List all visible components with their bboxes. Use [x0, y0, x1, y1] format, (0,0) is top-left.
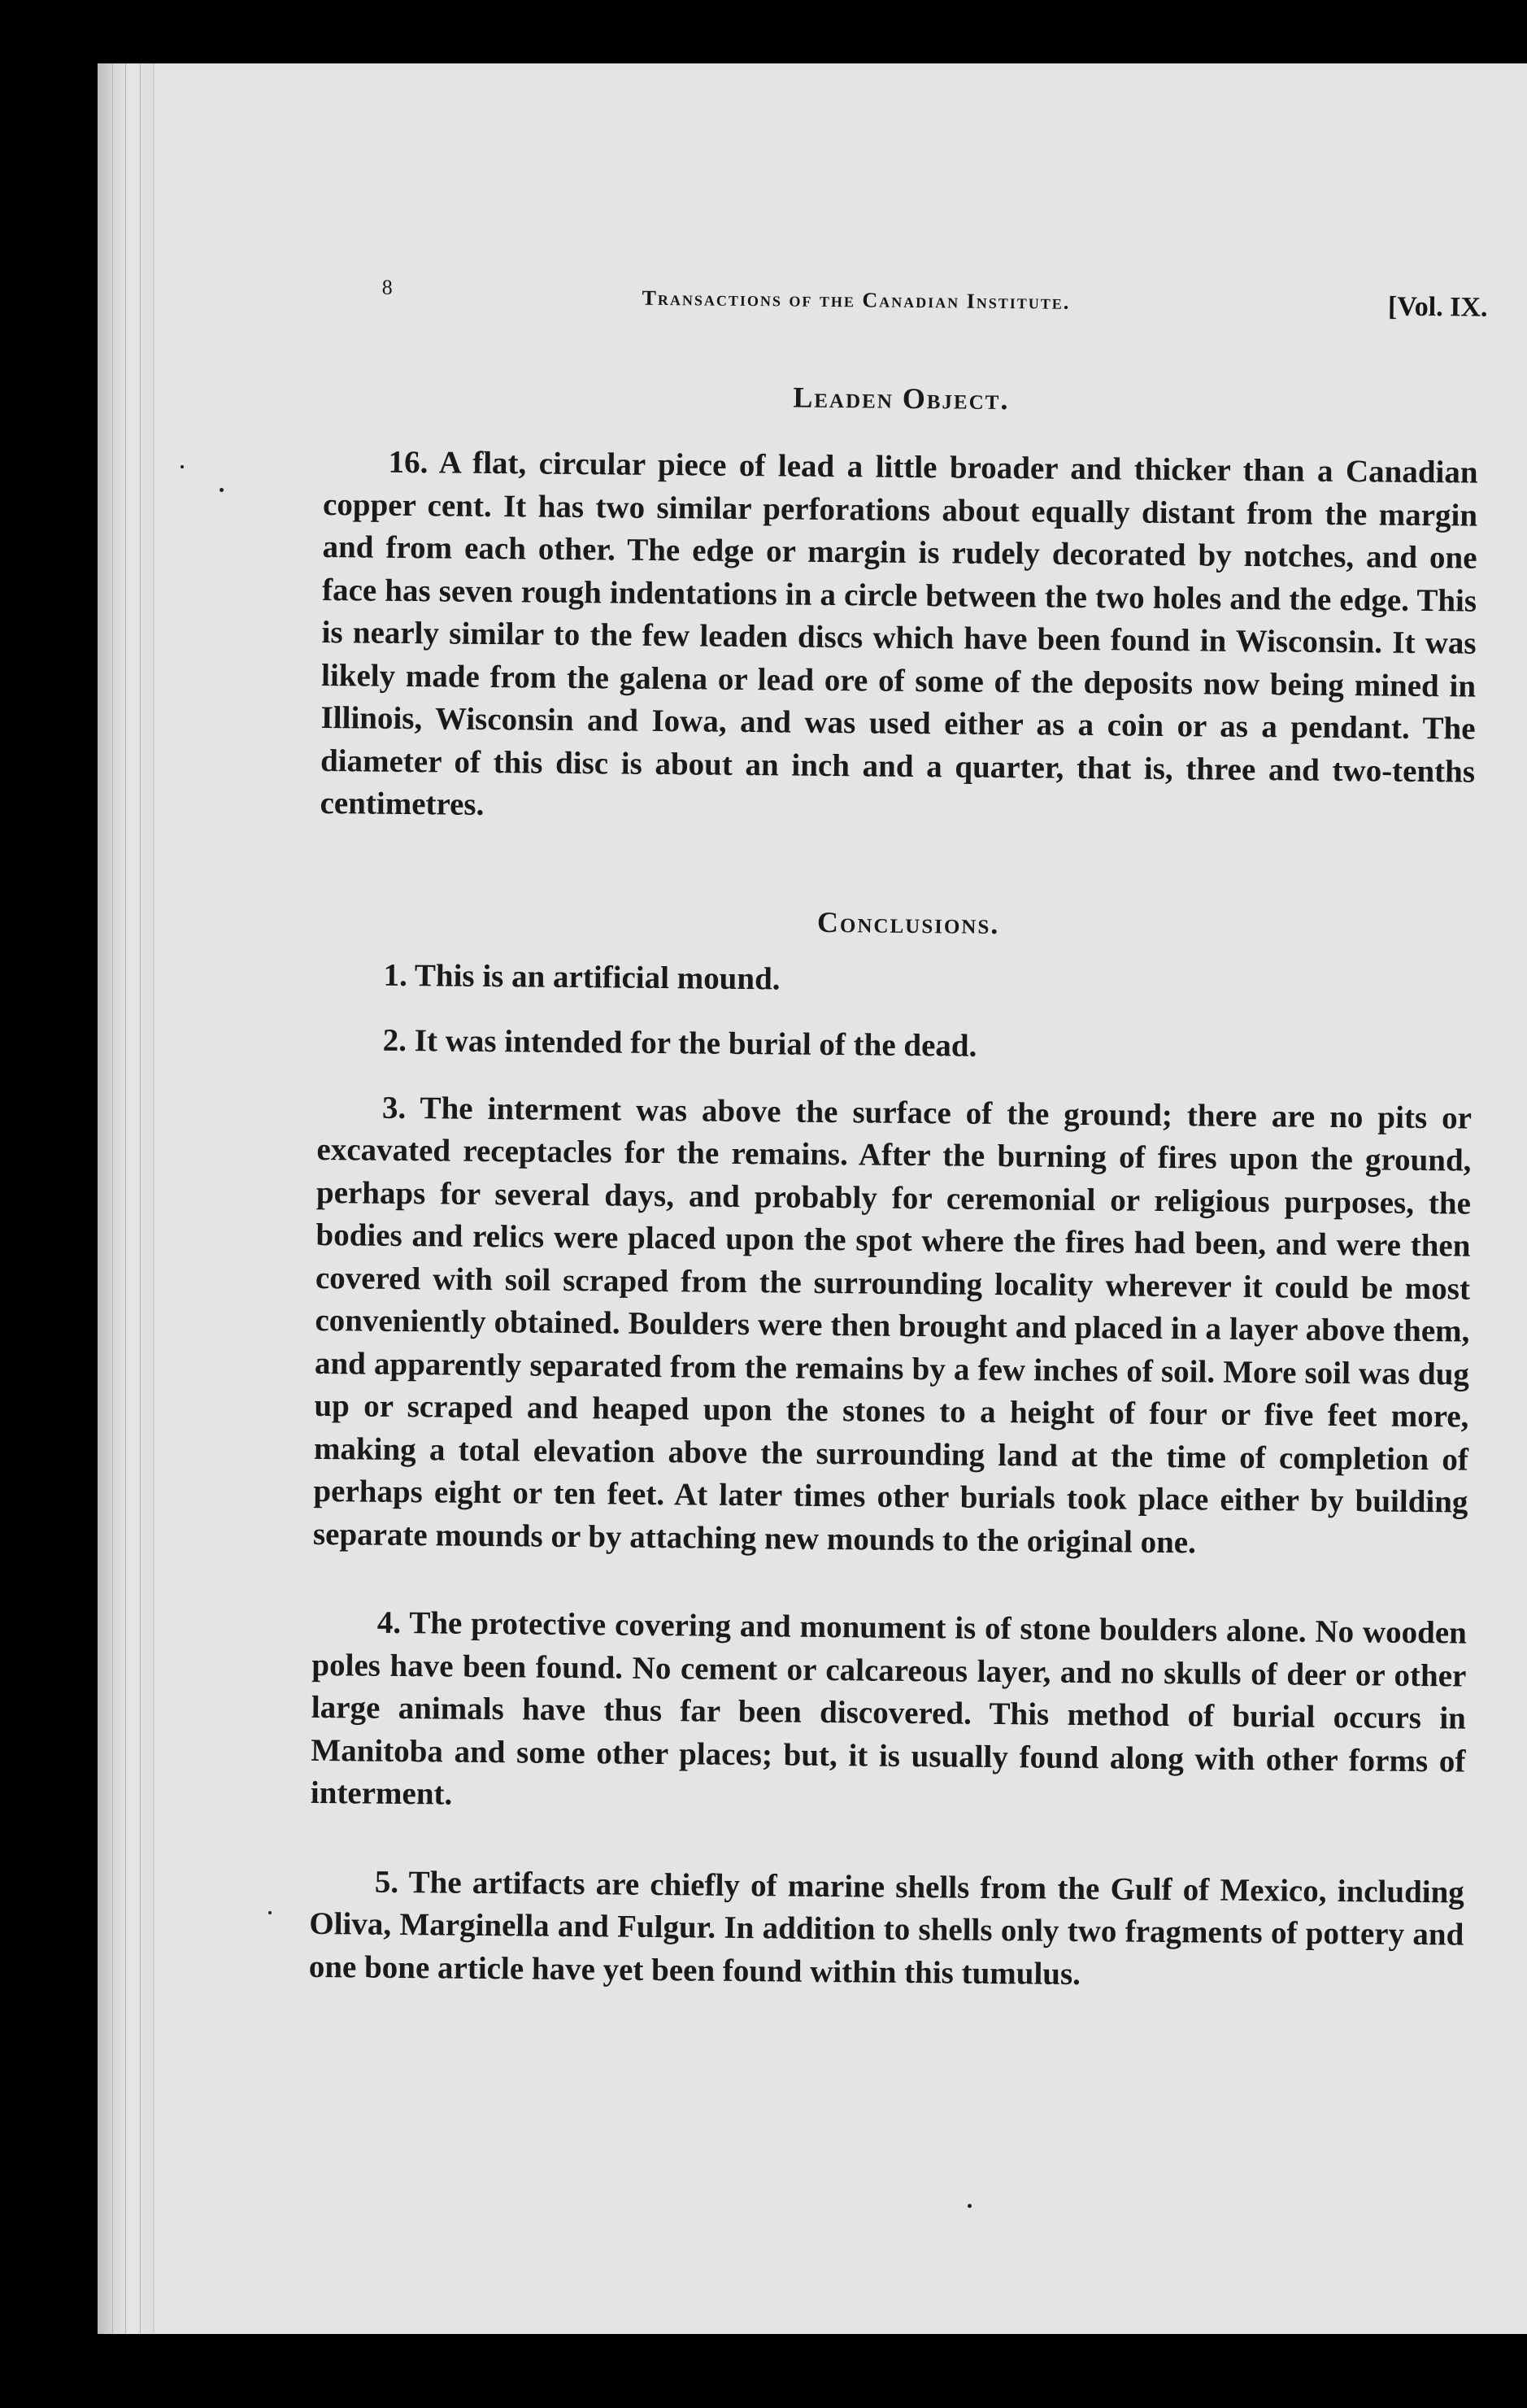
page-number: 8 — [381, 275, 393, 299]
page-binding-edge — [98, 63, 154, 2334]
conclusion-4: 4. The protective covering and monument is of stone boulders alone. No wooden poles have been found. No cement or calcareous layer, and no skulls of deer or other large animals have thus far been discovered. This method of burial occurs in Manitoba and some other places; but, it is usually found along with other forms of interment. — [310, 1605, 1468, 1812]
conclusion-2: 2. It was intended for the burial of the dead. — [382, 1022, 977, 1064]
conclusion-3: 3. The interment was above the surface of the ground; there are no pits or excavated receptacles for the remains. After the burning of fires upon the ground, perhaps for several days, and probably for ceremonial or religious purposes, the bodies and relics were placed upon the spot where the fires had been, and were then covered with soil scraped from the surrounding locality wherever it could be most conveniently obtained. Boulders were then brought and placed in a layer above them, and apparently separated from the remains by a few inches of soil. More soil was dug up or scraped and heaped upon the stones to a height of four or five feet more, making a total elevation above the surrounding land at the time of completion of perhaps eight or ten feet. At later times other burials took place either by building separate mounds or by attaching new mounds to the original one. — [312, 1090, 1473, 1560]
running-header — [324, 260, 1488, 323]
journal-title: Transactions of the Canadian Institute. — [642, 285, 1071, 314]
conclusion-1: 1. This is an artificial mound. — [383, 957, 781, 996]
paragraph-leaden-object: 16. A flat, circular piece of lead a little broader and thicker than a Canadian copper cent. It has two similar perforations about equally distant from the margin and from each other. The edge or margin is rudely decorated by notches, and one face has seven rough indentations in a circle between the two holes and the edge. This is nearly similar to the few leaden discs which have been found in Wisconsin. It was likely made from the galena or lead ore of some of the deposits now being mined in Illinois, Wisconsin and Iowa, and was used either as a coin or as a pendant. The diameter of this disc is about an inch and a quarter, that is, three and two-tenths centimetres. — [320, 444, 1478, 822]
section-heading-conclusions: Conclusions. — [816, 905, 1000, 940]
scan-speck — [268, 1911, 272, 1914]
volume-label: [Vol. IX. — [1387, 291, 1488, 323]
conclusion-5: 5. The artifacts are chiefly of marine shells from the Gulf of Mexico, including Oliva, Marginella and Fulgur. In addition to shells only two fragments of pottery and one bone article have yet been found within this tumulus. — [308, 1864, 1465, 1992]
scan-speck — [220, 488, 224, 492]
page-content — [308, 260, 1488, 2000]
scan-speck — [181, 465, 184, 468]
scan-speck — [968, 2204, 972, 2208]
section-heading-leaden-object: Leaden Object. — [793, 381, 1010, 416]
